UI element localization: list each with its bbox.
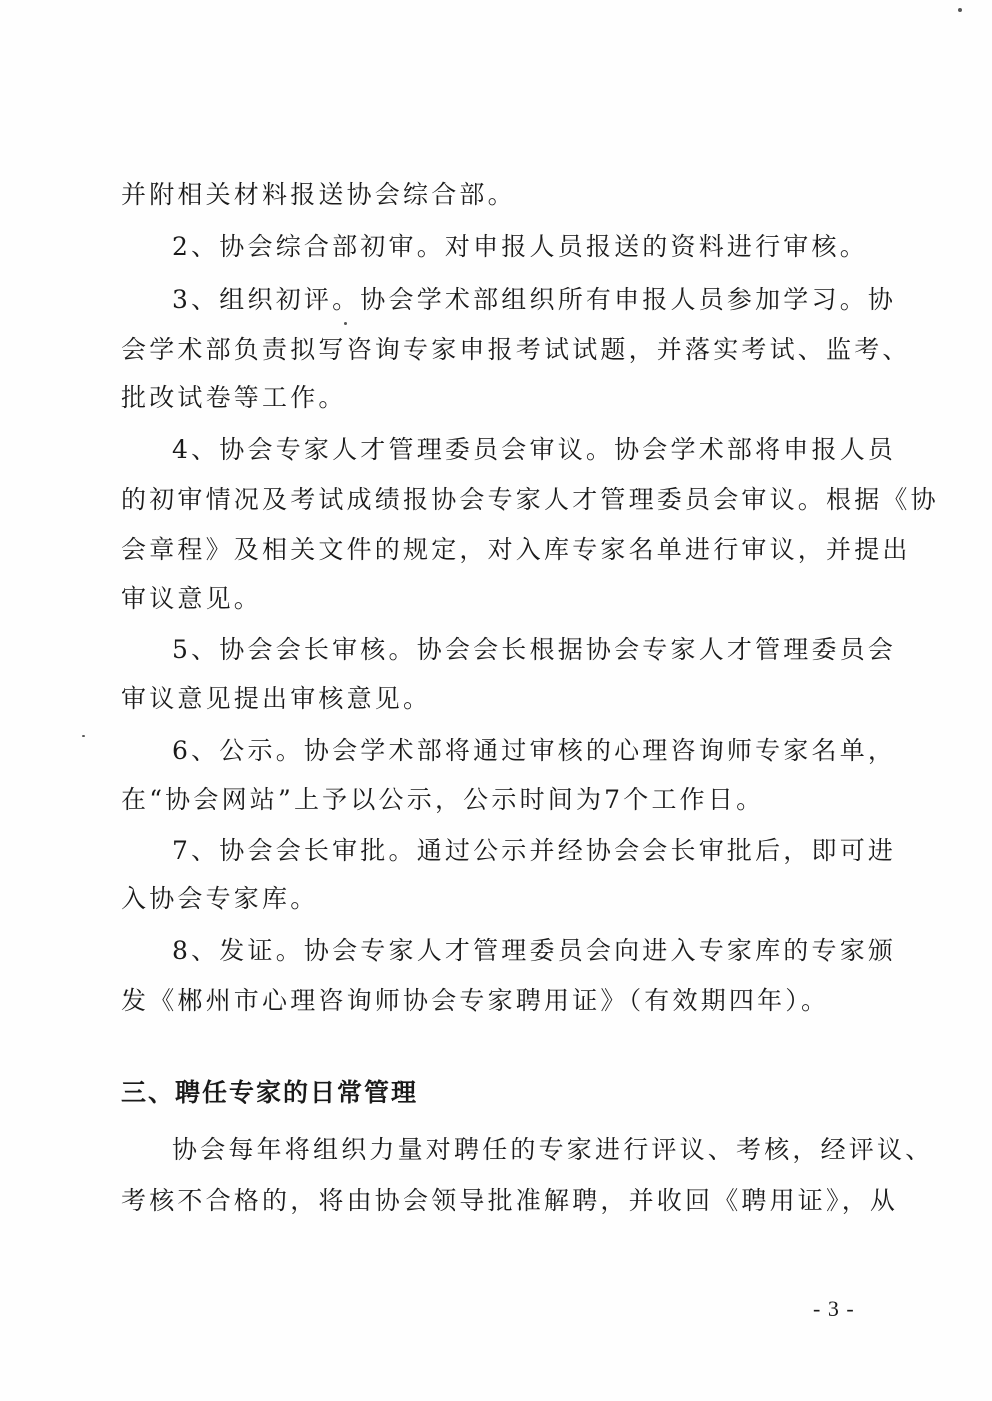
paragraph-line: 5、协会会长审核。协会会长根据协会专家人才管理委员会 xyxy=(172,635,897,664)
scan-speck xyxy=(344,322,347,325)
paragraph-line: 并附相关材料报送协会综合部。 xyxy=(121,180,516,209)
paragraph-line: 考核不合格的，将由协会领导批准解聘，并收回《聘用证》，从 xyxy=(121,1186,899,1215)
paragraph-line: 审议意见提出审核意见。 xyxy=(121,684,432,713)
paragraph-line: 8、发证。协会专家人才管理委员会向进入专家库的专家颁 xyxy=(172,936,897,965)
paragraph-line: 4、协会专家人才管理委员会审议。协会学术部将申报人员 xyxy=(172,435,897,464)
paragraph-line: 在“协会网站”上予以公示，公示时间为7个工作日。 xyxy=(121,785,765,814)
paragraph-line: 批改试卷等工作。 xyxy=(121,383,347,412)
paragraph-line: 的初审情况及考试成绩报协会专家人才管理委员会审议。根据《协 xyxy=(121,485,939,514)
page-number: - 3 - xyxy=(813,1296,855,1321)
paragraph-line: 发《郴州市心理咨询师协会专家聘用证》（有效期四年）。 xyxy=(121,986,830,1015)
paragraph-line: 7、协会会长审批。通过公示并经协会会长审批后，即可进 xyxy=(172,836,897,865)
section-heading: 三、聘任专家的日常管理 xyxy=(121,1078,419,1107)
scan-speck xyxy=(82,735,85,737)
paragraph-line: 2、协会综合部初审。对申报人员报送的资料进行审核。 xyxy=(172,232,868,261)
scan-speck xyxy=(958,8,962,12)
paragraph-line: 3、组织初评。协会学术部组织所有申报人员参加学习。协 xyxy=(172,285,897,314)
paragraph-line: 协会每年将组织力量对聘任的专家进行评议、考核，经评议、 xyxy=(172,1135,934,1164)
paragraph-line: 6、公示。协会学术部将通过审核的心理咨询师专家名单， xyxy=(172,736,897,765)
paragraph-line: 会章程》及相关文件的规定，对入库专家名单进行审议，并提出 xyxy=(121,535,911,564)
paragraph-line: 审议意见。 xyxy=(121,584,263,613)
paragraph-line: 入协会专家库。 xyxy=(121,884,319,913)
paragraph-line: 会学术部负责拟写咨询专家申报考试试题，并落实考试、监考、 xyxy=(121,335,911,364)
